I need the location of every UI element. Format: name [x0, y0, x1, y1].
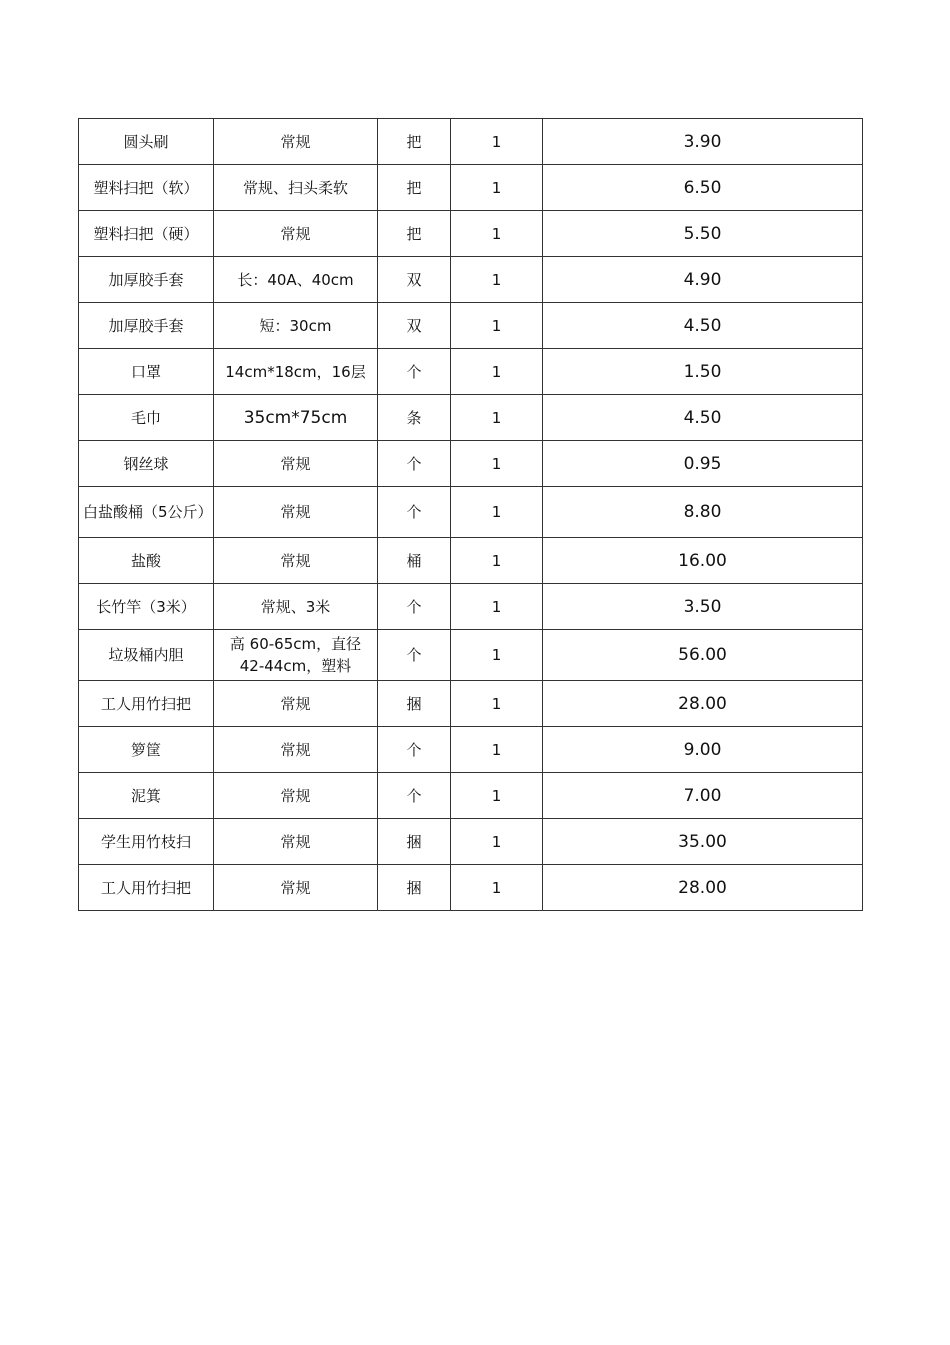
item-price: 3.50: [543, 584, 863, 630]
item-spec: 常规: [214, 119, 378, 165]
item-qty: 1: [451, 441, 543, 487]
item-qty: 1: [451, 257, 543, 303]
item-unit: 个: [378, 487, 451, 538]
item-price: 56.00: [543, 630, 863, 681]
item-qty: 1: [451, 395, 543, 441]
item-price: 0.95: [543, 441, 863, 487]
item-name: 盐酸: [79, 538, 214, 584]
item-qty: 1: [451, 349, 543, 395]
item-spec: 短：30cm: [214, 303, 378, 349]
table-body: [79, 119, 863, 911]
item-qty: 1: [451, 303, 543, 349]
item-name: 学生用竹枝扫: [79, 819, 214, 865]
item-price: 28.00: [543, 681, 863, 727]
table-row: [79, 681, 863, 727]
item-qty: 1: [451, 538, 543, 584]
item-spec: 常规: [214, 538, 378, 584]
item-qty: 1: [451, 773, 543, 819]
item-unit: 捆: [378, 865, 451, 911]
item-unit: 个: [378, 727, 451, 773]
item-spec: 常规: [214, 441, 378, 487]
item-spec: 常规: [214, 211, 378, 257]
item-price: 7.00: [543, 773, 863, 819]
table-row: [79, 487, 863, 538]
item-unit: 捆: [378, 819, 451, 865]
item-price: 35.00: [543, 819, 863, 865]
item-name: 口罩: [79, 349, 214, 395]
item-name: 塑料扫把（硬）: [79, 211, 214, 257]
table-row: [79, 211, 863, 257]
item-qty: 1: [451, 211, 543, 257]
table-row: [79, 727, 863, 773]
item-unit: 个: [378, 441, 451, 487]
item-price: 5.50: [543, 211, 863, 257]
item-qty: 1: [451, 487, 543, 538]
item-qty: 1: [451, 681, 543, 727]
item-name: 圆头刷: [79, 119, 214, 165]
item-price: 3.90: [543, 119, 863, 165]
item-spec: 常规: [214, 681, 378, 727]
table-row: [79, 165, 863, 211]
item-spec: 常规、扫头柔软: [214, 165, 378, 211]
item-unit: 双: [378, 257, 451, 303]
item-price: 8.80: [543, 487, 863, 538]
item-name: 加厚胶手套: [79, 257, 214, 303]
item-name: 泥箕: [79, 773, 214, 819]
item-spec: 常规: [214, 773, 378, 819]
item-name: 工人用竹扫把: [79, 865, 214, 911]
item-name: 垃圾桶内胆: [79, 630, 214, 681]
table-row: [79, 773, 863, 819]
item-name: 塑料扫把（软）: [79, 165, 214, 211]
item-price: 9.00: [543, 727, 863, 773]
item-spec: 长：40A、40cm: [214, 257, 378, 303]
item-name: 加厚胶手套: [79, 303, 214, 349]
item-spec: 常规: [214, 487, 378, 538]
item-name: 钢丝球: [79, 441, 214, 487]
item-price: 28.00: [543, 865, 863, 911]
price-table: [78, 118, 863, 911]
item-unit: 条: [378, 395, 451, 441]
item-price: 4.90: [543, 257, 863, 303]
table-row: [79, 119, 863, 165]
item-name: 长竹竿（3米）: [79, 584, 214, 630]
item-name: 工人用竹扫把: [79, 681, 214, 727]
item-name: 箩筐: [79, 727, 214, 773]
table-row: [79, 819, 863, 865]
item-price: 4.50: [543, 395, 863, 441]
item-unit: 个: [378, 349, 451, 395]
item-name: 毛巾: [79, 395, 214, 441]
table-row: [79, 303, 863, 349]
item-unit: 把: [378, 211, 451, 257]
item-unit: 个: [378, 584, 451, 630]
item-spec: 35cm*75cm: [214, 395, 378, 441]
item-unit: 捆: [378, 681, 451, 727]
table-row: [79, 584, 863, 630]
table-row: [79, 257, 863, 303]
item-qty: 1: [451, 165, 543, 211]
table-row: [79, 630, 863, 681]
item-price: 4.50: [543, 303, 863, 349]
item-qty: 1: [451, 865, 543, 911]
item-unit: 把: [378, 165, 451, 211]
item-unit: 个: [378, 773, 451, 819]
item-qty: 1: [451, 819, 543, 865]
item-qty: 1: [451, 727, 543, 773]
item-spec: 高 60-65cm，直径 42-44cm，塑料: [214, 630, 378, 681]
item-name: 白盐酸桶（5公斤）: [79, 487, 214, 538]
item-spec: 常规、3米: [214, 584, 378, 630]
item-qty: 1: [451, 584, 543, 630]
table-row: [79, 865, 863, 911]
table-row: [79, 441, 863, 487]
item-unit: 个: [378, 630, 451, 681]
item-unit: 双: [378, 303, 451, 349]
item-qty: 1: [451, 119, 543, 165]
item-spec: 14cm*18cm，16层: [214, 349, 378, 395]
item-price: 6.50: [543, 165, 863, 211]
item-unit: 把: [378, 119, 451, 165]
item-price: 1.50: [543, 349, 863, 395]
item-qty: 1: [451, 630, 543, 681]
table-row: [79, 395, 863, 441]
table-row: [79, 349, 863, 395]
item-unit: 桶: [378, 538, 451, 584]
item-spec: 常规: [214, 727, 378, 773]
item-spec: 常规: [214, 865, 378, 911]
item-price: 16.00: [543, 538, 863, 584]
table-row: [79, 538, 863, 584]
item-spec: 常规: [214, 819, 378, 865]
